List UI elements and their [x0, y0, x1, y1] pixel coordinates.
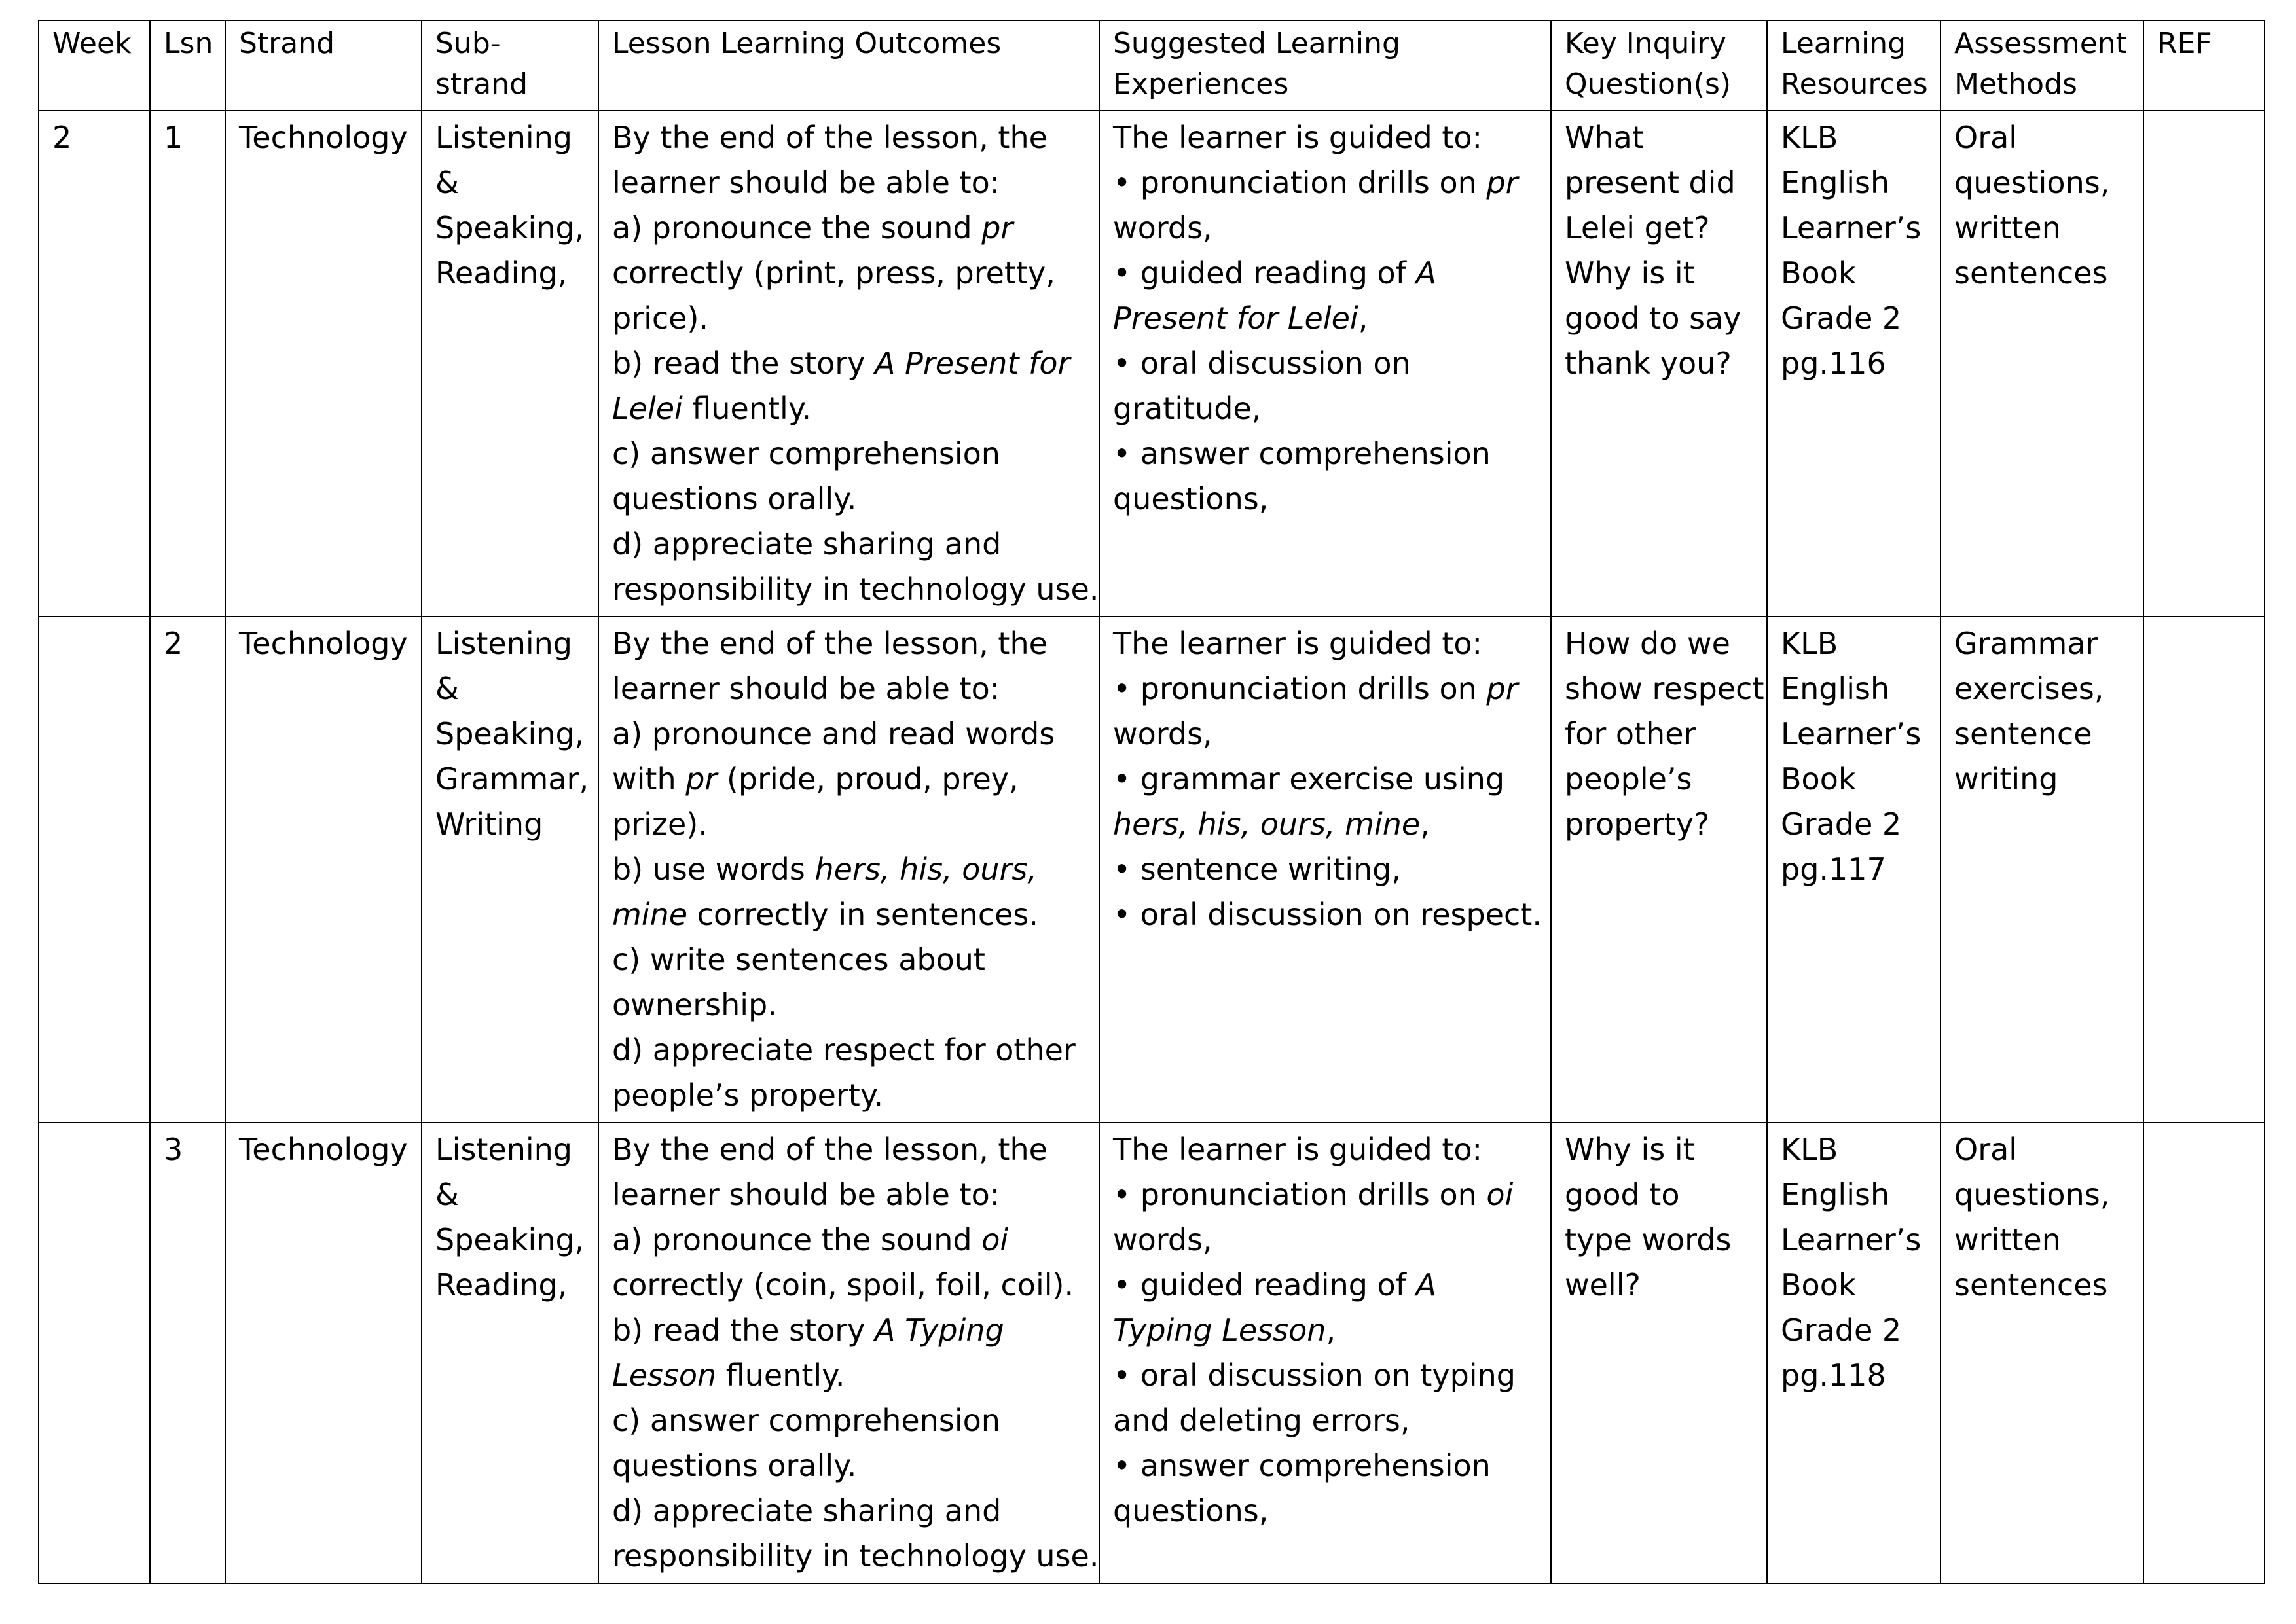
strand-cell: [225, 617, 422, 1123]
week-cell: [39, 617, 150, 1123]
cell-line: 2: [164, 626, 183, 661]
cell-line: Listening: [435, 626, 572, 661]
cell-line: and deleting errors,: [1113, 1403, 1410, 1438]
cell-line: Question(s): [1565, 67, 1732, 101]
cell-line: sentences: [1954, 1267, 2108, 1303]
cell-line: Grammar: [1954, 626, 2098, 661]
cell-line: Book: [1781, 255, 1856, 291]
substrand-cell: [422, 617, 598, 1123]
substrand-cell: [422, 1123, 598, 1583]
cell-line: • guided reading of A: [1113, 255, 1436, 291]
cell-line: thank you?: [1565, 346, 1732, 381]
cell-line: for other: [1565, 716, 1696, 751]
cell-line: Oral: [1954, 1132, 2018, 1167]
cell-line: Lesson fluently.: [612, 1358, 845, 1393]
cell-line: questions,: [1954, 1177, 2110, 1212]
cell-line: Assessment: [1954, 27, 2127, 60]
cell-line: REF: [2157, 27, 2212, 60]
cell-line: pg.118: [1781, 1358, 1886, 1393]
cell-line: • pronunciation drills on pr: [1113, 671, 1518, 706]
cell-line: c) answer comprehension: [612, 1403, 1000, 1438]
cell-line: Grammar,: [435, 761, 589, 797]
cell-line: type words: [1565, 1222, 1732, 1257]
outcomes-cell: [598, 111, 1099, 617]
experiences-cell: [1099, 617, 1551, 1123]
cell-line: Grade 2: [1781, 300, 1902, 336]
cell-line: b) read the story A Present for: [612, 346, 1070, 381]
cell-line: English: [1781, 1177, 1890, 1212]
cell-line: • oral discussion on typing: [1113, 1358, 1516, 1393]
cell-line: Week: [52, 27, 132, 60]
cell-line: KLB: [1781, 1132, 1838, 1167]
cell-line: questions,: [1113, 481, 1269, 516]
cell-line: Key Inquiry: [1565, 27, 1726, 60]
resources-cell: [1767, 111, 1941, 617]
cell-line: good to: [1565, 1177, 1680, 1212]
experiences-cell: [1099, 1123, 1551, 1583]
outcomes-cell: [598, 1123, 1099, 1583]
lesson-row: [39, 111, 2265, 617]
cell-line: &: [435, 671, 459, 706]
cell-line: sentence: [1954, 716, 2092, 751]
cell-line: Typing Lesson,: [1113, 1312, 1336, 1348]
cell-line: learner should be able to:: [612, 671, 1000, 706]
cell-line: with pr (pride, proud, prey,: [612, 761, 1019, 797]
substrand-cell: [422, 111, 598, 617]
scheme-of-work-table: [38, 20, 2265, 1584]
lesson-number-cell: [150, 1123, 225, 1583]
cell-line: • pronunciation drills on oi: [1113, 1177, 1514, 1212]
cell-line: • sentence writing,: [1113, 852, 1401, 887]
cell-line: pg.116: [1781, 346, 1886, 381]
cell-line: words,: [1113, 1222, 1212, 1257]
cell-line: Book: [1781, 761, 1856, 797]
cell-line: Technology: [239, 120, 408, 155]
cell-line: Listening: [435, 1132, 572, 1167]
cell-line: correctly (print, press, pretty,: [612, 255, 1055, 291]
cell-line: written: [1954, 210, 2061, 245]
cell-line: written: [1954, 1222, 2061, 1257]
header-assessment: [1941, 20, 2143, 111]
cell-line: Why is it: [1565, 255, 1695, 291]
resources-cell: [1767, 617, 1941, 1123]
cell-line: d) appreciate sharing and: [612, 526, 1002, 562]
cell-line: questions,: [1954, 165, 2110, 200]
cell-line: prize).: [612, 806, 708, 842]
experiences-cell: [1099, 111, 1551, 617]
cell-line: pg.117: [1781, 852, 1886, 887]
cell-line: • grammar exercise using: [1113, 761, 1505, 797]
cell-line: Listening: [435, 120, 572, 155]
cell-line: • oral discussion on: [1113, 346, 1411, 381]
lesson-row: [39, 1123, 2265, 1583]
header-week: [39, 20, 150, 111]
cell-line: By the end of the lesson, the: [612, 626, 1048, 661]
cell-line: a) pronounce and read words: [612, 716, 1055, 751]
cell-line: people’s: [1565, 761, 1692, 797]
cell-line: Strand: [239, 27, 335, 60]
cell-line: Lsn: [164, 27, 213, 60]
cell-line: Resources: [1781, 67, 1928, 101]
cell-line: 2: [52, 120, 72, 155]
cell-line: ownership.: [612, 987, 777, 1022]
inquiry-cell: [1551, 617, 1767, 1123]
cell-line: Lelei get?: [1565, 210, 1710, 245]
header-inquiry: [1551, 20, 1767, 111]
header-ref: [2143, 20, 2265, 111]
cell-line: responsibility in technology use.: [612, 1538, 1099, 1574]
cell-line: Lesson Learning Outcomes: [612, 27, 1002, 60]
cell-line: Learning: [1781, 27, 1906, 60]
cell-line: Experiences: [1113, 67, 1289, 101]
cell-line: • oral discussion on respect.: [1113, 897, 1542, 932]
cell-line: correctly (coin, spoil, foil, coil).: [612, 1267, 1074, 1303]
cell-line: Present for Lelei,: [1113, 300, 1368, 336]
week-cell: [39, 1123, 150, 1583]
cell-line: &: [435, 1177, 459, 1212]
cell-line: sentences: [1954, 255, 2108, 291]
cell-line: Learner’s: [1781, 716, 1922, 751]
cell-line: The learner is guided to:: [1113, 1132, 1483, 1167]
cell-line: Speaking,: [435, 1222, 585, 1257]
cell-line: strand: [435, 67, 528, 101]
cell-line: English: [1781, 165, 1890, 200]
cell-line: Lelei fluently.: [612, 391, 812, 426]
cell-line: KLB: [1781, 626, 1838, 661]
cell-line: Technology: [239, 626, 408, 661]
ref-cell: [2143, 111, 2265, 617]
cell-line: hers, his, ours, mine,: [1113, 806, 1430, 842]
cell-line: KLB: [1781, 120, 1838, 155]
ref-cell: [2143, 1123, 2265, 1583]
cell-line: present did: [1565, 165, 1736, 200]
assessment-cell: [1941, 1123, 2143, 1583]
cell-line: questions orally.: [612, 1448, 857, 1483]
cell-line: property?: [1565, 806, 1710, 842]
cell-line: By the end of the lesson, the: [612, 120, 1048, 155]
cell-line: questions,: [1113, 1493, 1269, 1528]
cell-line: b) read the story A Typing: [612, 1312, 1004, 1348]
cell-line: good to say: [1565, 300, 1741, 336]
cell-line: The learner is guided to:: [1113, 626, 1483, 661]
cell-line: Grade 2: [1781, 806, 1902, 842]
cell-line: b) use words hers, his, ours,: [612, 852, 1037, 887]
cell-line: questions orally.: [612, 481, 857, 516]
cell-line: 1: [164, 120, 183, 155]
cell-line: What: [1565, 120, 1644, 155]
cell-line: Reading,: [435, 1267, 568, 1303]
cell-line: a) pronounce the sound pr: [612, 210, 1013, 245]
outcomes-cell: [598, 617, 1099, 1123]
cell-line: d) appreciate respect for other: [612, 1032, 1076, 1068]
cell-line: words,: [1113, 716, 1212, 751]
inquiry-cell: [1551, 111, 1767, 617]
cell-line: well?: [1565, 1267, 1641, 1303]
cell-line: &: [435, 165, 459, 200]
cell-line: people’s property.: [612, 1077, 884, 1113]
cell-line: mine correctly in sentences.: [612, 897, 1039, 932]
strand-cell: [225, 111, 422, 617]
cell-line: responsibility in technology use.: [612, 571, 1099, 607]
cell-line: learner should be able to:: [612, 1177, 1000, 1212]
cell-line: learner should be able to:: [612, 165, 1000, 200]
cell-line: Oral: [1954, 120, 2018, 155]
lesson-row: [39, 617, 2265, 1123]
header-substrand: [422, 20, 598, 111]
cell-line: Suggested Learning: [1113, 27, 1400, 60]
cell-line: Speaking,: [435, 716, 585, 751]
assessment-cell: [1941, 617, 2143, 1123]
header-lsn: [150, 20, 225, 111]
cell-line: writing: [1954, 761, 2058, 797]
cell-line: Speaking,: [435, 210, 585, 245]
resources-cell: [1767, 1123, 1941, 1583]
cell-line: c) write sentences about: [612, 942, 985, 977]
cell-line: Learner’s: [1781, 1222, 1922, 1257]
cell-line: exercises,: [1954, 671, 2104, 706]
cell-line: Grade 2: [1781, 1312, 1902, 1348]
cell-line: English: [1781, 671, 1890, 706]
cell-line: • guided reading of A: [1113, 1267, 1436, 1303]
lesson-number-cell: [150, 111, 225, 617]
cell-line: words,: [1113, 210, 1212, 245]
cell-line: • answer comprehension: [1113, 436, 1491, 471]
inquiry-cell: [1551, 1123, 1767, 1583]
cell-line: Technology: [239, 1132, 408, 1167]
cell-line: By the end of the lesson, the: [612, 1132, 1048, 1167]
cell-line: gratitude,: [1113, 391, 1262, 426]
assessment-cell: [1941, 111, 2143, 617]
header-experiences: [1099, 20, 1551, 111]
cell-line: Reading,: [435, 255, 568, 291]
header-outcomes: [598, 20, 1099, 111]
cell-line: show respect: [1565, 671, 1764, 706]
cell-line: The learner is guided to:: [1113, 120, 1483, 155]
cell-line: Book: [1781, 1267, 1856, 1303]
cell-line: • pronunciation drills on pr: [1113, 165, 1518, 200]
cell-line: • answer comprehension: [1113, 1448, 1491, 1483]
week-cell: [39, 111, 150, 617]
cell-line: Learner’s: [1781, 210, 1922, 245]
cell-line: 3: [164, 1132, 183, 1167]
cell-line: How do we: [1565, 626, 1730, 661]
header-strand: [225, 20, 422, 111]
header-resources: [1767, 20, 1941, 111]
cell-line: Methods: [1954, 67, 2077, 101]
cell-line: Writing: [435, 806, 543, 842]
lesson-number-cell: [150, 617, 225, 1123]
strand-cell: [225, 1123, 422, 1583]
cell-line: Why is it: [1565, 1132, 1695, 1167]
cell-line: Sub-: [435, 27, 501, 60]
cell-line: a) pronounce the sound oi: [612, 1222, 1009, 1257]
cell-line: c) answer comprehension: [612, 436, 1000, 471]
cell-line: price).: [612, 300, 709, 336]
cell-line: d) appreciate sharing and: [612, 1493, 1002, 1528]
ref-cell: [2143, 617, 2265, 1123]
header-row: [39, 20, 2265, 111]
